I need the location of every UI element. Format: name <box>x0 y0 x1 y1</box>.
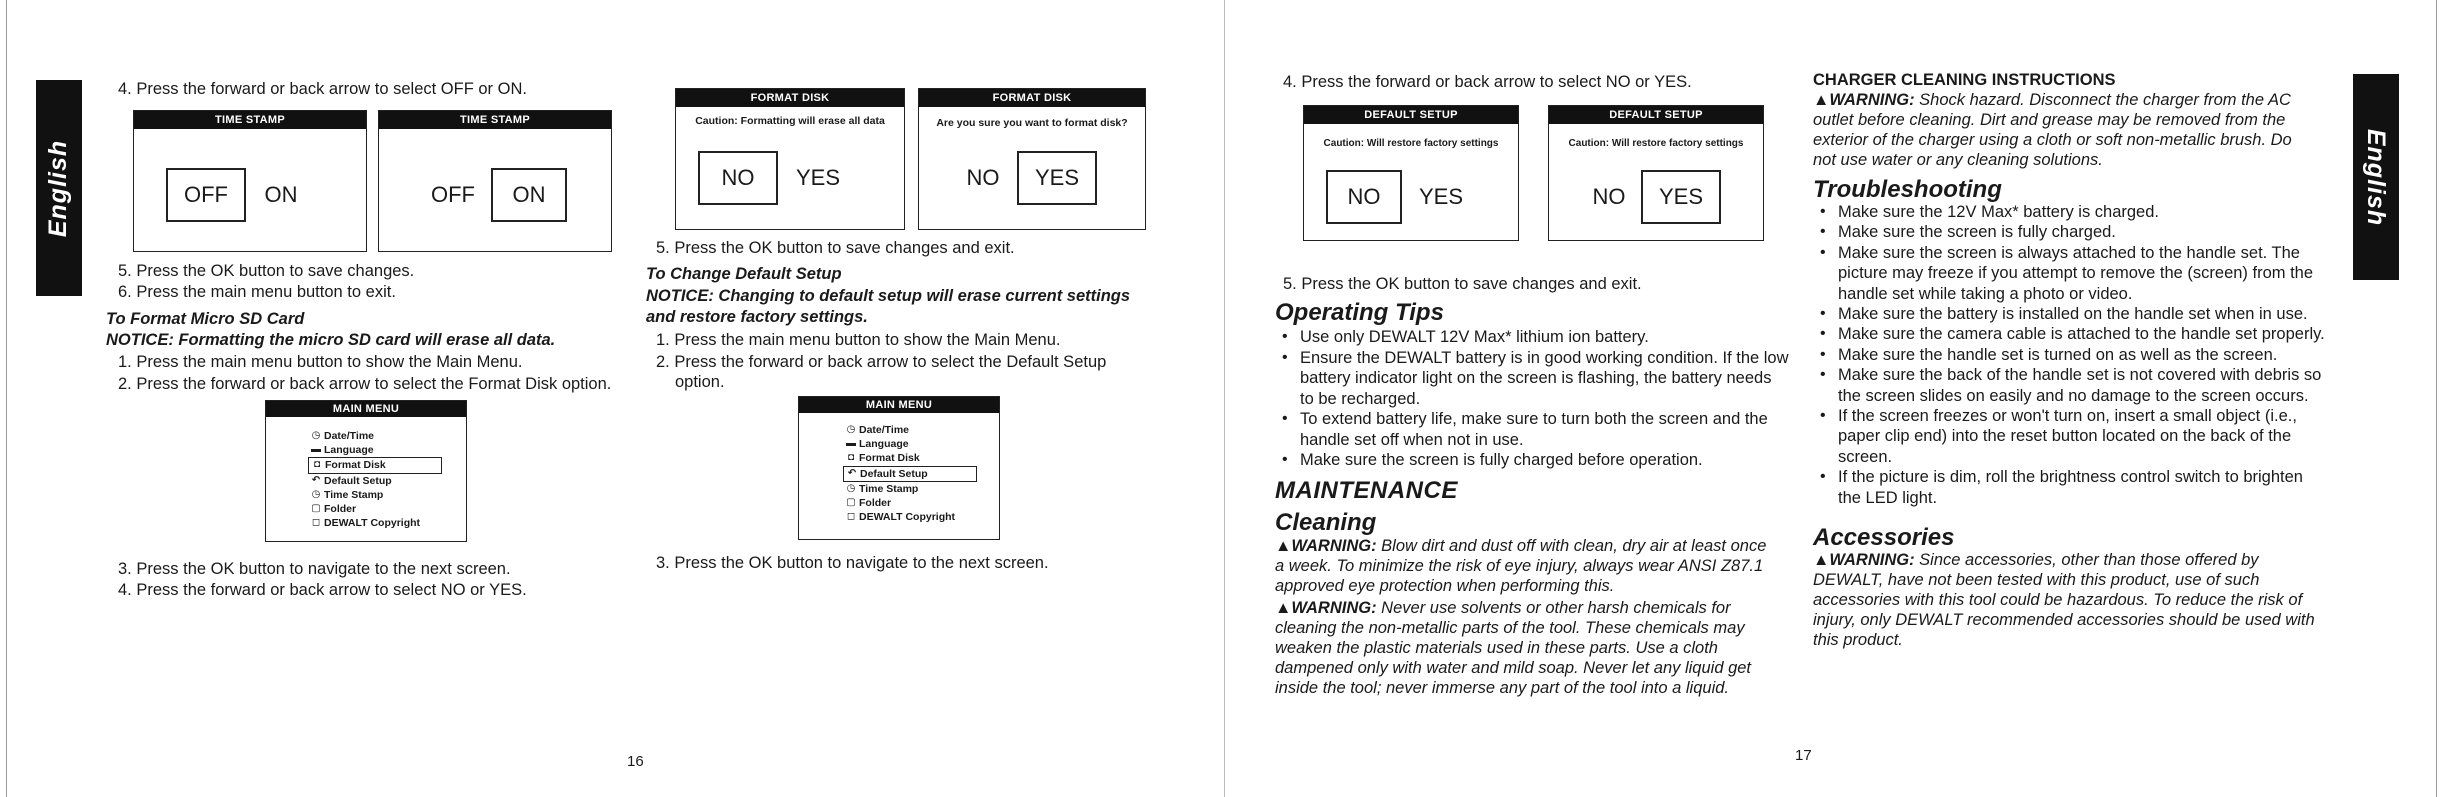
screen-caution: Are you sure you want to format disk? <box>936 117 1128 129</box>
disk-icon: ◘ <box>313 459 321 471</box>
bullet-line: Make sure the battery is installed on the handle set when in use. <box>1838 305 2308 324</box>
bullet-line: Make sure the screen is fully charged before operation. <box>1300 451 1703 469</box>
charger-warning-line-2: outlet before cleaning. Dirt and grease may be removed from the <box>1813 111 2286 129</box>
format-disk-screen-yes <box>918 88 1146 230</box>
default-step-2-line-1: 2. Press the forward or back arrow to select the Default Setup <box>656 353 1107 371</box>
troubleshooting-list <box>1818 202 2343 508</box>
step-5-text: 5. Press the OK button to save changes and exit. <box>656 239 1015 257</box>
language-tab-left <box>36 80 82 296</box>
bullet-line: If the screen freezes or won't turn on, insert a small object (i.e., <box>1838 407 2297 426</box>
option-no: NO <box>1592 184 1626 209</box>
bullet-line: picture may freeze if you attempt to remove the (screen) from the <box>1838 264 2314 283</box>
clock-icon: ◷ <box>311 430 321 441</box>
reset-icon: ↶ <box>311 474 321 486</box>
troubleshooting-heading: Troubleshooting <box>1813 176 2002 203</box>
option-yes-selected: YES <box>1641 170 1721 224</box>
charger-cleaning-heading: CHARGER CLEANING INSTRUCTIONS <box>1813 71 2116 89</box>
option-row <box>166 168 316 222</box>
charger-warning-line-4: not use water or any cleaning solutions. <box>1813 151 2103 169</box>
menu-item-format-disk: ◘ Format Disk <box>843 451 977 465</box>
bullet-line: To extend battery life, make sure to turn both the screen and the <box>1300 410 1768 428</box>
screen-header: FORMAT DISK <box>676 89 904 107</box>
bullet-line: paper clip end) into the reset button located on the back of the <box>1838 427 2292 446</box>
option-on: ON <box>264 182 298 207</box>
charger-warning <box>1813 90 2338 170</box>
bullet-line: Make sure the 12V Max* battery is charged. <box>1838 203 2159 221</box>
bullet-line: screen. <box>1838 447 1893 466</box>
cleaning-heading: Cleaning <box>1275 509 1377 536</box>
bullet-dot-icon: • <box>1820 468 1826 486</box>
warning-2-line-4: dampened only with water and mild soap. Never let any liquid get <box>1275 659 1752 677</box>
bullet-line: Make sure the back of the handle set is not covered with debris so <box>1838 366 2322 385</box>
option-no-selected: NO <box>1326 170 1402 224</box>
menu-item-format-disk-selected: ◘ Format Disk <box>308 457 442 473</box>
menu-list <box>843 423 977 524</box>
accessories-warning-line-4: injury, only DEWALT recommended accessories should be used with <box>1813 611 2315 629</box>
menu-item-language: ▬ Language <box>308 443 442 457</box>
warning-2-line-1: ▲WARNING: Never use solvents or other harsh chemicals for <box>1275 599 1731 617</box>
cleaning-warning-2 <box>1275 598 1800 698</box>
step-4-text: 4. Press the forward or back arrow to select OFF or ON. <box>118 80 527 98</box>
page-number-left: 16 <box>627 753 644 770</box>
format-sd-heading: To Format Micro SD Card <box>106 310 305 328</box>
warning-1-line-3: approved eye protection when performing this. <box>1275 577 1615 595</box>
bullet-dot-icon: • <box>1282 328 1288 345</box>
option-no: NO <box>966 165 1000 190</box>
charger-warning-line-1: ▲WARNING: Shock hazard. Disconnect the charger from the AC <box>1813 91 2291 109</box>
screen-caution: Caution: Will restore factory settings <box>1323 138 1499 149</box>
speech-icon: ▬ <box>846 438 856 450</box>
accessories-warning-line-5: this product. <box>1813 631 1903 649</box>
step-6-text: 6. Press the main menu button to exit. <box>118 283 396 301</box>
option-off: OFF <box>431 182 475 207</box>
bullet-item <box>1818 324 2343 344</box>
bullet-item <box>1280 450 1800 471</box>
screen-header: TIME STAMP <box>379 111 611 129</box>
page-number-right: 17 <box>1795 747 1812 764</box>
screen-header: FORMAT DISK <box>919 89 1145 107</box>
menu-item-copyright: ◻ DEWALT Copyright <box>308 516 442 530</box>
menu-item-folder: ▢ Folder <box>843 496 977 510</box>
option-row <box>415 168 567 222</box>
disk-icon: ◘ <box>847 452 855 464</box>
menu-item-folder: ▢ Folder <box>308 502 442 516</box>
screen-header: MAIN MENU <box>266 401 466 417</box>
bullet-item <box>1818 243 2343 304</box>
menu-item-default-setup-selected: ↶ Default Setup <box>843 466 977 482</box>
option-row <box>1326 170 1480 224</box>
bullet-dot-icon: • <box>1820 243 1826 261</box>
folder-icon: ▢ <box>311 503 321 515</box>
bullet-line: Make sure the screen is fully charged. <box>1838 223 2116 242</box>
bullet-item <box>1818 304 2343 324</box>
screen-header: DEFAULT SETUP <box>1304 106 1518 124</box>
bullet-line: handle set off when not in use. <box>1300 430 1524 449</box>
option-row <box>949 151 1097 205</box>
charger-warning-line-3: exterior of the charger using a cloth or soft non-metallic brush. Do <box>1813 131 2292 149</box>
clock-icon: ◷ <box>846 424 856 435</box>
screen-header: TIME STAMP <box>134 111 366 129</box>
bullet-line: Make sure the screen is always attached to the handle set. The <box>1838 243 2300 262</box>
warning-triangle-icon: ▲ <box>1275 599 1292 617</box>
warning-1-line-1: ▲WARNING: Blow dirt and dust off with clean, dry air at least once <box>1275 537 1767 555</box>
screen-caution: Caution: Formatting will erase all data <box>695 115 885 127</box>
page-crease <box>1224 0 1225 797</box>
format-disk-screen-no <box>675 88 905 230</box>
bullet-line: Ensure the DEWALT battery is in good working condition. If the low <box>1300 348 1789 367</box>
default-step-3: 3. Press the OK button to navigate to the next screen. <box>656 554 1049 572</box>
warning-2-line-3: weaken the plastic materials used in these parts. Use a cloth <box>1275 639 1718 657</box>
warning-2-line-2: cleaning the non-metallic parts of the tool. These chemicals may <box>1275 619 1745 637</box>
bullet-line: Make sure the handle set is turned on as well as the screen. <box>1838 345 2278 364</box>
step-5-text: 5. Press the OK button to save changes. <box>118 262 415 280</box>
menu-item-time-stamp: ◷ Time Stamp <box>843 482 977 496</box>
language-tab-label: English <box>2362 128 2391 226</box>
bullet-line: battery indicator light on the screen is flashing, the battery needs <box>1300 369 1772 387</box>
cleaning-warning-1 <box>1275 536 1800 596</box>
page-edge-left <box>6 0 7 797</box>
default-setup-screen-yes <box>1548 105 1764 241</box>
folder-icon: ▢ <box>846 497 856 509</box>
bullet-dot-icon: • <box>1820 325 1826 343</box>
stamp-icon: ◷ <box>311 488 321 500</box>
accessories-warning-line-2: DEWALT, have not been tested with this product, use of such <box>1813 571 2260 589</box>
screen-caution: Caution: Will restore factory settings <box>1568 138 1744 149</box>
bullet-item <box>1280 327 1800 348</box>
warning-1-line-2: a week. To minimize the risk of eye injury, always wear ANSI Z87.1 <box>1275 557 1764 575</box>
warning-triangle-icon: ▲ <box>1813 91 1830 109</box>
default-step-1: 1. Press the main menu button to show the Main Menu. <box>656 331 1061 349</box>
bullet-dot-icon: • <box>1820 345 1826 363</box>
time-stamp-screen-on <box>378 110 612 252</box>
bullet-dot-icon: • <box>1820 366 1826 384</box>
bullet-dot-icon: • <box>1282 348 1288 366</box>
copyright-icon: ◻ <box>846 511 856 523</box>
option-row <box>698 151 858 205</box>
bullet-item <box>1280 348 1800 410</box>
option-yes: YES <box>795 165 841 190</box>
copyright-icon: ◻ <box>311 517 321 529</box>
bullet-item <box>1818 202 2343 222</box>
accessories-warning-line-3: accessories with this tool could be hazardous. To reduce the risk of <box>1813 591 2303 609</box>
warning-triangle-icon: ▲ <box>1275 537 1292 555</box>
menu-item-language: ▬ Language <box>843 437 977 451</box>
option-yes: YES <box>1418 184 1464 209</box>
bullet-item <box>1818 222 2343 242</box>
bullet-line: If the picture is dim, roll the brightness control switch to brighten <box>1838 468 2303 487</box>
bullet-item <box>1818 365 2343 406</box>
accessories-warning <box>1813 550 2338 650</box>
accessories-warning-line-1: ▲WARNING: Since accessories, other than those offered by <box>1813 551 2259 569</box>
language-tab-right <box>2353 74 2399 280</box>
warning-triangle-icon: ▲ <box>1813 551 1830 569</box>
bullet-line: the LED light. <box>1838 488 1938 507</box>
menu-item-date-time: ◷ Date/Time <box>308 429 442 443</box>
bullet-dot-icon: • <box>1820 223 1826 241</box>
menu-item-copyright: ◻ DEWALT Copyright <box>843 510 977 524</box>
page-edge-right <box>2436 0 2437 797</box>
bullet-line: the screen slides on easily and no damage to the screen occurs. <box>1838 386 2309 405</box>
default-notice-line-1: NOTICE: Changing to default setup will erase current settings <box>646 287 1131 305</box>
language-tab-label: English <box>44 139 73 237</box>
speech-icon: ▬ <box>311 444 321 456</box>
stamp-icon: ◷ <box>846 482 856 494</box>
format-step-4: 4. Press the forward or back arrow to select NO or YES. <box>118 581 527 599</box>
format-step-2: 2. Press the forward or back arrow to select the Format Disk option. <box>118 375 612 393</box>
bullet-item <box>1818 406 2343 467</box>
bullet-item <box>1818 467 2343 508</box>
format-step-1: 1. Press the main menu button to show the Main Menu. <box>118 353 523 371</box>
option-off-selected: OFF <box>166 168 246 222</box>
format-step-3: 3. Press the OK button to navigate to the next screen. <box>118 560 511 578</box>
option-yes-selected: YES <box>1017 151 1097 205</box>
reset-icon: ↶ <box>847 467 857 479</box>
menu-item-date-time: ◷ Date/Time <box>843 423 977 437</box>
bullet-line: Use only DEWALT 12V Max* lithium ion battery. <box>1300 328 1649 346</box>
bullet-line: handle set while taking a photo or video. <box>1838 284 2133 303</box>
main-menu-screen-format <box>265 400 467 542</box>
time-stamp-screen-off <box>133 110 367 252</box>
bullet-dot-icon: • <box>1820 203 1826 220</box>
menu-list <box>308 429 442 530</box>
operating-tips-list <box>1280 327 1800 471</box>
bullet-line: Make sure the camera cable is attached to the handle set properly. <box>1838 325 2325 344</box>
maintenance-heading: MAINTENANCE <box>1275 477 1458 504</box>
default-setup-heading: To Change Default Setup <box>646 265 842 283</box>
warning-2-line-5: inside the tool; never immerse any part of the tool into a liquid. <box>1275 679 1729 697</box>
screen-header: MAIN MENU <box>799 397 999 413</box>
option-row <box>1577 170 1721 224</box>
default-notice-line-2: and restore factory settings. <box>646 308 868 326</box>
bullet-dot-icon: • <box>1820 305 1826 323</box>
bullet-dot-icon: • <box>1282 410 1288 427</box>
operating-tips-heading: Operating Tips <box>1275 299 1444 326</box>
menu-item-time-stamp: ◷ Time Stamp <box>308 488 442 502</box>
screen-header: DEFAULT SETUP <box>1549 106 1763 124</box>
format-notice: NOTICE: Formatting the micro SD card will erase all data. <box>106 331 556 349</box>
main-menu-screen-default <box>798 396 1000 540</box>
step-5-text: 5. Press the OK button to save changes and exit. <box>1283 275 1642 293</box>
bullet-item <box>1280 409 1800 450</box>
bullet-dot-icon: • <box>1282 451 1288 468</box>
accessories-heading: Accessories <box>1813 524 1955 551</box>
bullet-dot-icon: • <box>1820 407 1826 425</box>
default-step-2-line-2: option. <box>675 373 725 391</box>
bullet-line: to be recharged. <box>1300 389 1421 408</box>
option-on-selected: ON <box>491 168 567 222</box>
default-setup-screen-no <box>1303 105 1519 241</box>
step-4-text: 4. Press the forward or back arrow to select NO or YES. <box>1283 73 1692 91</box>
bullet-item <box>1818 345 2343 365</box>
option-no-selected: NO <box>698 151 778 205</box>
menu-item-default-setup: ↶ Default Setup <box>308 474 442 488</box>
